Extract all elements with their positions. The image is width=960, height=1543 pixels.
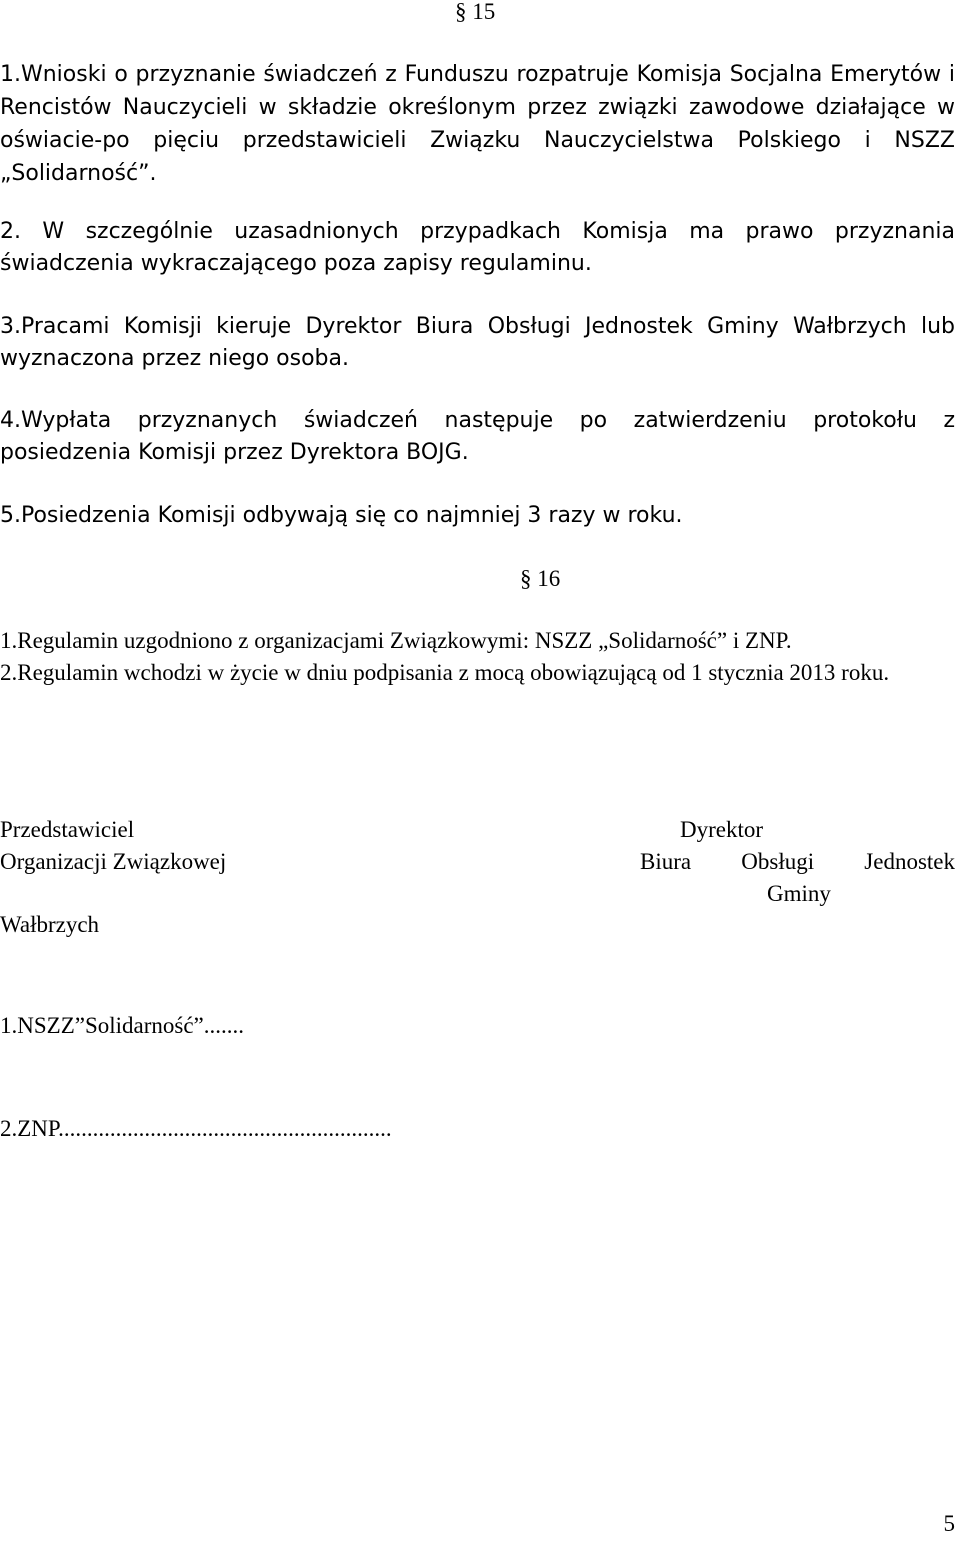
signature-city: Wałbrzych xyxy=(0,912,100,937)
section-15-item-3: 3.Pracami Komisji kieruje Dyrektor Biura Obsługi Jednostek Gminy Wałbrzych lub wyznaczona przez niego osoba. xyxy=(0,314,955,371)
section-15-item-5: 5.Posiedzenia Komisji odbywają się co najmniej 3 razy w roku. xyxy=(0,503,683,528)
page-number: 5 xyxy=(943,1511,955,1536)
section-16-heading: § 16 xyxy=(520,566,561,591)
section-15-heading: § 15 xyxy=(455,0,496,24)
section-15-item-4: 4.Wypłata przyznanych świadczeń następuje po zatwierdzeniu protokołu z posiedzenia Komisji przez Dyrektora BOJG. xyxy=(0,408,955,465)
signature-right-line-3: Gminy xyxy=(767,881,831,906)
signature-left-line-1: Przedstawiciel xyxy=(0,817,135,842)
sign-line-nszz: 1.NSZZ”Solidarność”....... xyxy=(0,1013,245,1038)
section-15-item-1: 1.Wnioski o przyznanie świadczeń z Funduszu rozpatruje Komisja Socjalna Emerytów i Rencistów Nauczycieli w składzie określonym przez związki zawodowe działające w oświacie-po pięciu przedstawicieli Związku Nauczycielstwa Polskiego i NSZZ „Solidarność”. xyxy=(0,62,955,186)
signature-left-line-2: Organizacji Związkowej xyxy=(0,849,227,874)
section-16-item-1: 1.Regulamin uzgodniono z organizacjami Związkowymi: NSZZ „Solidarność” i ZNP. xyxy=(0,628,792,653)
section-16-item-2: 2.Regulamin wchodzi w życie w dniu podpisania z mocą obowiązującą od 1 stycznia 2013 roku. xyxy=(0,660,890,685)
signature-right-line-2 xyxy=(640,846,955,878)
sign-line-znp: 2.ZNP.......................................................... xyxy=(0,1116,392,1141)
section-15-item-2: 2. W szczególnie uzasadnionych przypadkach Komisja ma prawo przyznania świadczenia wykraczającego poza zapisy regulaminu. xyxy=(0,219,955,276)
signature-right-line-2-text: Biura Obsługi Jednostek xyxy=(640,849,955,874)
signature-right-line-1: Dyrektor xyxy=(680,817,764,842)
